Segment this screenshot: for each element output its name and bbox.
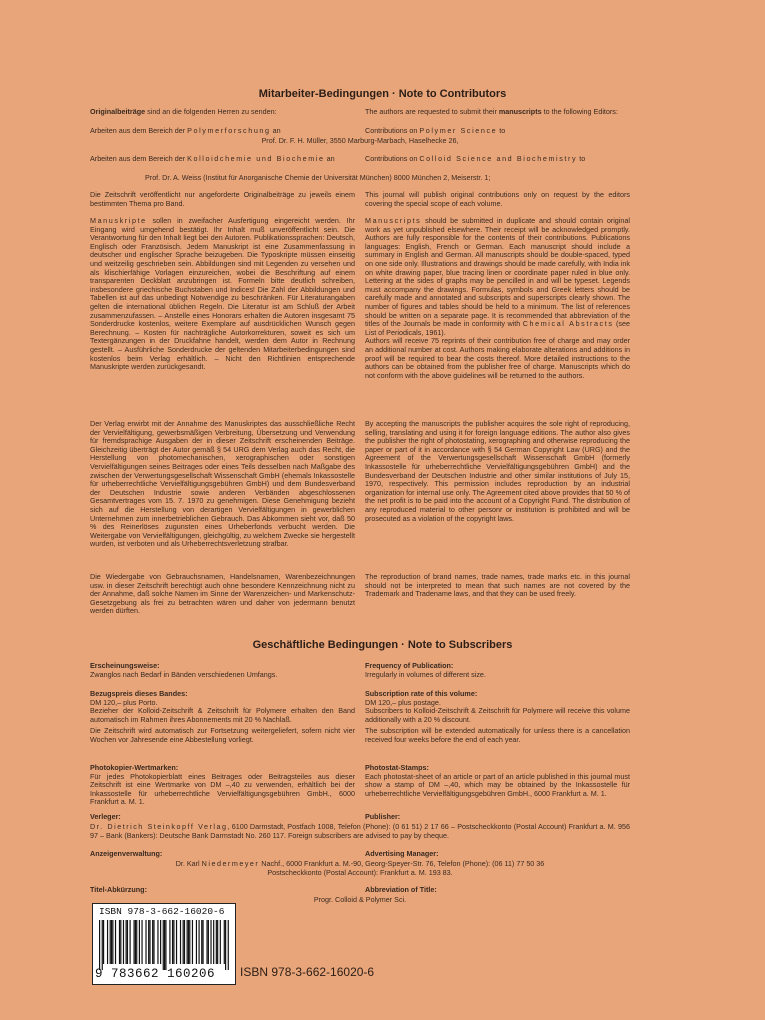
p3-de: Der Verlag erwirbt mit der Annahme des Manuskriptes das ausschließliche Recht der Vervielfältigung, gewerbsmäßigen Verbreitung, Übersetzung und Verwendung für fremdsprachige Ausgaben der in dieser Zeitschrift erscheinenden Beiträge. Gleichzeitig überträgt der Autor gemäß § 54 URG dem Verlag auch das Recht, die Herstellung von photomechanischen, xerographischen oder sonstigen Vervielfältigungen seines Beitrages oder eines Teils desselben nach Maßgabe des zwischen der Verwertungsgesellschaft Wissenschaft GmbH (ehemals Inkassostelle für urheberrechtliche Vervielfältigungsgebühren GmbH) und dem Bundesverband der Deutschen Industrie sowie anderen Verbänden abgeschlossenen Gesamtvertrages vom 15. 7. 1970 zu genehmigen. Diese Genehmigung bezieht sich auf die Herstellung von derartigen Vervielfältigungen in gewerblichen Unternehmen zum innerbetrieblichen Gebrauch. Das Abkommen sieht vor, daß 50 % des Reinerlöses zugunsten eines Urheberfonds verbucht werden. Die Weitergabe von Vervielfältigungen, gleichgültig, zu welchem Zwecke sie hergestellt wurden, ist verboten und als Urheberrechtsverletzung strafbar. [90, 419, 355, 549]
isbn-top-label: ISBN 978-3-662-16020-6 [99, 906, 225, 917]
barcode-bar [148, 920, 149, 964]
barcode-bar [180, 920, 181, 964]
barcode-bar [188, 920, 189, 964]
barcode-bar [220, 920, 221, 964]
barcode-bar [206, 920, 207, 964]
photo-en-block: Photostat-Stamps: Each photostat-sheet of an article or part of an article published in this journal must show a stamp of DM –,40, which may be obtained by the Inkassostelle für urheberrechtliche Vervielfältigungsgebühren GmbH., 6000 Frankfurt a. M. 1. [365, 763, 630, 798]
barcode-bar [225, 920, 226, 970]
publisher-text: Dr. Dietrich Steinkopff Verlag, 6100 Darmstadt, Postfach 1008, Telefon (Phone): (0 61 51) 2 17 66 – Postscheckkonto (Postal Account) Frankfurt a. M. 956 97 – Bank (Bankers): Deutsche Bank Darmstadt No. 260 117. Foreign subscribers are advised to pay by cheque. [90, 822, 630, 840]
erscheinung-block: Erscheinungsweise: Zwanglos nach Bedarf in Bänden verschiedenen Umfangs. [90, 661, 278, 679]
barcode-bar [119, 920, 120, 964]
barcode-icon [99, 920, 229, 970]
barcode-bar [107, 920, 108, 964]
barcode-bar [130, 920, 131, 964]
kolloid-editor: Prof. Dr. A. Weiss (Institut für Anorganische Chemie der Universität München) 8000 München 2, Meiserstr. 1; [145, 173, 491, 182]
barcode-bar [112, 920, 113, 964]
p4-en: The reproduction of brand names, trade names, trade marks etc. in this journal should not be interpreted to mean that such names are not covered by the Trademark and Tradename laws, and that they can be used freely. [365, 572, 630, 599]
barcode-bar [120, 920, 121, 964]
barcode-bar [136, 920, 137, 964]
barcode-bar [198, 920, 199, 964]
frequency-block: Frequency of Publication: Irregularly in volumes of different size. [365, 661, 486, 679]
photo-row [90, 764, 630, 807]
barcode-bar [208, 920, 209, 964]
abbrev-label-row [90, 886, 630, 895]
p2-en: Manuscripts should be submitted in duplicate and should contain original work as yet unpublished elsewhere. Their receipt will be acknowledged promptly. Authors are fully responsible for the contents of their contributions. Publications languages: English, French or German. Each manuscript should include a summary in English and German. All manuscripts should be double-spaced, typed on one side only. Illustrations and drawings should be made carefully, with India ink on white drawing paper, blue tracing linen or coordinate paper ruled in blue only. Lettering at the sides of graphs may be pencilled in and will be typeset. Legends must accompany the drawings. Formulas, symbols and Greek letters should be carefully made and annotated and subscripts and superscripts clearly shown. The number of figures and tables should be held to a minimum. The list of references should be written on a separate page. It is recommended that abbreviation of the titles of the Journals be made in conformity with Chemical Abstracts (see List of Periodicals, 1961). Authors will receive 75 reprints of their contribution free of charge and may order an additional number at cost. Authors making elaborate alterations and additions in proof will be required to bear the costs thereof. More detailed instructions to the authors can be obtained from the publisher free of charge. Manuscripts which do not conform with the above guidelines will be returned to the authors. [365, 216, 630, 380]
verleger-label: Verleger: [90, 812, 121, 821]
p2-de: Manuskripte sollen in zweifacher Ausfertigung eingereicht werden. Ihr Eingang wird umgehend bestätigt. Ihr Inhalt muß unveröffentlicht sein. Die Verantwortung für den Inhalt liegt bei den Autoren. Publikationssprachen: Deutsch, Englisch oder Französisch. Jedem Manuskript ist eine Zusammenfassung in deutscher und englischer Sprache beizugeben. Die Typoskripte müssen einseitig und weitzeilig geschrieben sein. Abbildungen sind mit Legenden zu versehen und als klischierfähige Vorlagen einzureichen, wobei die Beschriftung auf einem transparenten Deckblatt anzubringen ist. Formeln bitte deutlich schreiben, insbesondere griechische Buchstaben und Indices! Die Zahl der Abbildungen und Tabellen ist auf das unbedingt Notwendige zu beschränken. Für Literaturangaben gelten die international üblichen Regeln. Die Literatur ist am Schluß der Arbeit zusammenzufassen. – Anstelle eines Honorars erhalten die Autoren insgesamt 75 Sonderdrucke kostenlos, weitere Exemplare auf ausdrücklichen Wunsch gegen Berechnung. – Kosten für nachträgliche Autorkorrekturen, soweit es sich um Textergänzungen in der Druckfahne handelt, werden dem Autor in Rechnung gestellt. – Ausführliche Sonderdrucke der geltenden Mitarbeiterbedingungen sind kostenlos beim Verlag erhältlich. – Nicht den Richtlinien entsprechende Manuskripte werden zurückgesandt. [90, 216, 355, 372]
p1-en: This journal will publish original contributions only on request by the editors covering the special scope of each volume. [365, 190, 630, 208]
intro-de: Originalbeiträge sind an die folgenden Herren zu senden: [90, 107, 277, 116]
abbrev-label: Abbreviation of Title: [365, 885, 437, 894]
barcode-bar [157, 920, 158, 964]
kolloid-row [90, 155, 630, 164]
barcode-bar [176, 920, 177, 964]
polymer-row [90, 127, 630, 136]
kolloid-de: Arbeiten aus dem Bereich der Kolloidchemie und Biochemie an [90, 154, 335, 163]
isbn-side-label: ISBN 978-3-662-16020-6 [240, 965, 375, 979]
barcode-bar [163, 920, 164, 970]
barcode-bar [228, 920, 229, 970]
barcode-bar [169, 920, 170, 964]
isbn-barcode-box [92, 903, 236, 985]
barcode-bar [102, 920, 103, 970]
publisher-label-row [90, 813, 630, 822]
barcode-bar [99, 920, 100, 970]
barcode-bar [189, 920, 190, 964]
bezug-block: Bezugspreis dieses Bandes: DM 120,– plus Porto. Bezieher der Kolloid-Zeitschrift & Zeitschrift für Polymere erhalten den Band automatisch im Rahmen ihres Abonnements mit 20 % Nachlaß. Die Zeitschrift wird automatisch zur Fortsetzung weitergeliefert, sofern nicht vier Wochen vor Jahresende eine Abbestellung vorliegt. [90, 689, 355, 744]
barcode-bar [115, 920, 116, 964]
barcode-bar [145, 920, 146, 964]
barcode-bar [183, 920, 184, 964]
advertising-label-row [90, 850, 630, 859]
rate-block: Subscription rate of this volume: DM 120,– plus postage. Subscribers to Kolloid-Zeitschrift & Zeitschrift für Polymere will receive this volume additionally with a 20 % discount. The subscription will be extended automatically for unless there is a cancellation received four weeks before the end of each year. [365, 689, 630, 744]
isbn-digits: 9 783662 160206 [95, 967, 216, 981]
polymer-editor: Prof. Dr. F. H. Müller, 3550 Marburg-Marbach, Haselhecke 26, [261, 136, 459, 145]
p3-en: By accepting the manuscripts the publisher acquires the sole right of reproducing, selling, translating and using it for foreign language editions. The author also gives the publisher the right of photostating, xerographing and otherwise reproducing the paper or part of it in accordance with § 54 German Copyright Law (URG) and the Agreement of the Verwertungsgesellschaft Wissenschaft GmbH (formerly Inkassostelle für urheberrechtliche Vervielfältigungsgebühren GmbH) and the Bundesverband der Deutschen Industrie and other similar institutions of July 15, 1970, respectively. This permission includes reproduction by an industrial organization for internal use only. The Agreement cited above provides that 50 % of the net profit is to be paid into the account of a Copyright Fund. The distribution of any reproduced material to other personr or institution is prohibited and will be prosecuted as a violation of the copyright laws. [365, 419, 630, 523]
kolloid-en: Contributions on Colloid Science and Biochemistry to [365, 154, 586, 163]
barcode-bar [126, 920, 127, 964]
barcode-bar [111, 920, 112, 964]
barcode-bar [160, 920, 161, 964]
barcode-bar [192, 920, 193, 964]
barcode-bar [133, 920, 134, 964]
subscribers-heading: Geschäftliche Bedingungen · Note to Subscribers [252, 639, 513, 651]
publisher-label: Publisher: [365, 812, 401, 821]
barcode-bar [139, 920, 140, 964]
barcode-bar [172, 920, 173, 964]
abbrev-text: Progr. Colloid & Polymer Sci. [313, 895, 407, 904]
barcode-bar [187, 920, 188, 964]
barcode-bar [165, 920, 166, 970]
barcode-bar [173, 920, 174, 964]
anzeigen-label: Anzeigenverwaltung: [90, 849, 163, 858]
p4-row [90, 573, 630, 616]
advertising-text: Dr. Karl Niedermeyer Nachf., 6000 Frankfurt a. M.-90, Georg-Speyer-Str. 76, Telefon (Phone): (06 11) 77 50 36 [175, 859, 545, 868]
intro-en: The authors are requested to submit their manuscripts to the following Editors: [365, 107, 618, 116]
price-row [90, 690, 630, 745]
advertising-text-2: Postscheckkonto (Postal Account): Frankfurt a. M. 193 83. [267, 868, 453, 877]
p4-de: Die Wiedergabe von Gebrauchsnamen, Handelsnamen, Warenbezeichnungen usw. in dieser Zeitschrift berechtigt auch ohne besondere Kennzeichnung nicht zu der Annahme, daß solche Namen im Sinne der Warenzeichen- und Markenschutz-Gesetzgebung als frei zu betrachten wären und daher von jedermann benutzt werden dürften. [90, 572, 355, 616]
photo-de-block: Photokopier-Wertmarken: Für jedes Photokopierblatt eines Beitrages oder Beitragsteiles aus dieser Zeitschrift ist eine Wertmarke von DM –,40 zu verwenden, erhältlich bei der Inkassostelle für urheberrechtliche Vervielfältigungsgebühren GmbH., 6000 Frankfurt a. M. 1. [90, 763, 355, 807]
barcode-bar [135, 920, 136, 964]
barcode-bar [103, 920, 104, 964]
barcode-bar [149, 920, 150, 964]
barcode-bar [224, 920, 225, 964]
barcode-bar [210, 920, 211, 964]
barcode-bar [201, 920, 202, 964]
barcode-bar [153, 920, 154, 964]
polymer-en: Contributions on Polymer Science to [365, 126, 506, 135]
barcode-bar [213, 920, 214, 964]
p2-row [90, 217, 630, 380]
frequency-row [90, 662, 630, 679]
barcode-bar [216, 920, 217, 964]
titel-label: Titel-Abkürzung: [90, 885, 147, 894]
barcode-bar [141, 920, 142, 964]
barcode-bar [127, 920, 128, 964]
p1-de: Die Zeitschrift veröffentlicht nur angeforderte Originalbeiträge zu jeweils einem bestimmten Thema pro Band. [90, 190, 355, 208]
barcode-bar [123, 920, 124, 964]
barcode-bar [202, 920, 203, 964]
p1-row [90, 191, 630, 208]
barcode-bar [152, 920, 153, 964]
barcode-bar [184, 920, 185, 964]
barcode-bar [164, 920, 165, 970]
contributors-heading: Mitarbeiter-Bedingungen · Note to Contributors [258, 88, 507, 100]
barcode-bar [196, 920, 197, 964]
polymer-de: Arbeiten aus dem Bereich der Polymerforschung an [90, 126, 281, 135]
advertising-label: Advertising Manager: [365, 849, 439, 858]
barcode-bar [217, 920, 218, 964]
intro-row [90, 108, 630, 117]
p3-row [90, 420, 630, 549]
barcode-bar [110, 920, 111, 964]
